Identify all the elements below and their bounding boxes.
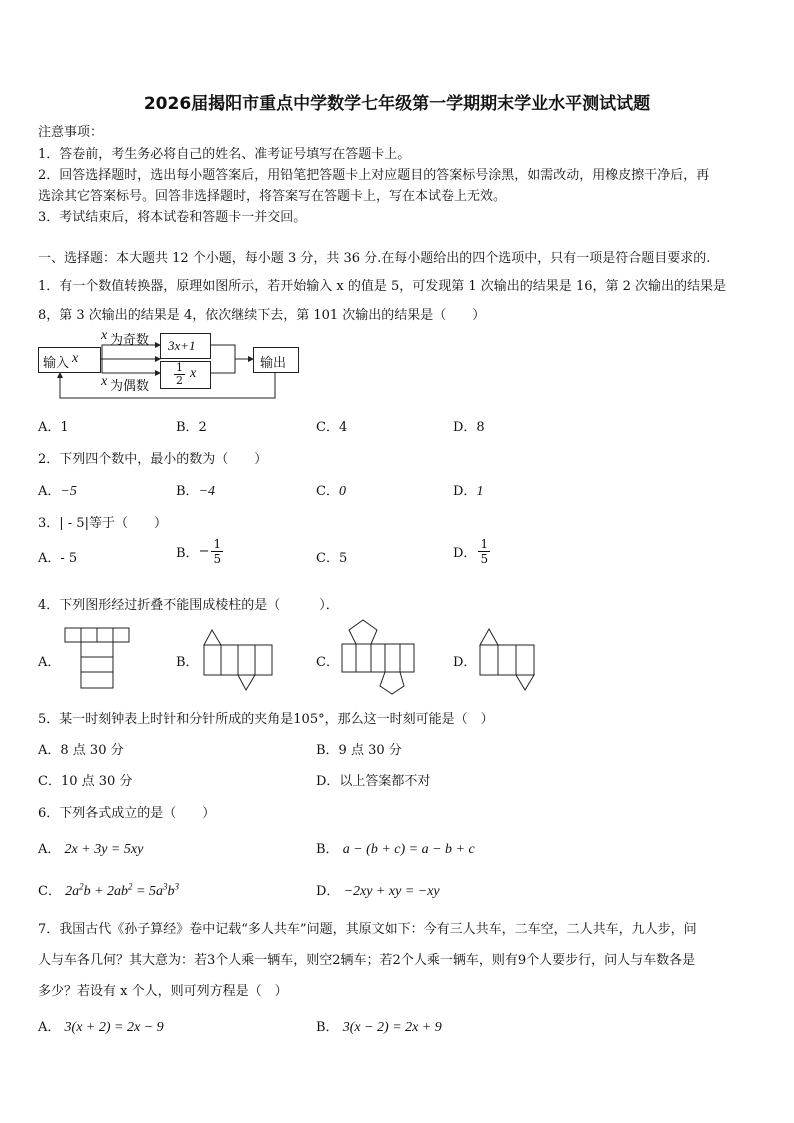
q2-value-a: −5 (60, 484, 77, 499)
q6-c-part4: b (167, 884, 175, 899)
q6-label-b: B． (316, 842, 339, 857)
q3-b-den: 5 (213, 552, 222, 566)
q3-b-num: 1 (213, 537, 222, 551)
q6-c-sup4: 3 (174, 881, 179, 892)
q4-label-d: D． (453, 655, 477, 670)
q6-expr-a: 2x + 3y = 5xy (64, 842, 144, 857)
q3-d-num: 1 (480, 537, 489, 551)
q7-option-b (316, 1016, 442, 1036)
notice-item-1: 1．答卷前，考生务必将自己的姓名、准考证号填写在答题卡上。 (38, 147, 411, 162)
output-label: 输出 (260, 356, 287, 371)
q3-label-d: D． (453, 546, 477, 561)
q6-expr-c (65, 881, 179, 899)
q7-label-b: B． (316, 1020, 339, 1035)
q3-value-c: 5 (338, 551, 348, 566)
q6-option-d (316, 880, 440, 900)
net-b (204, 630, 272, 690)
q7-label-a: A． (38, 1020, 61, 1035)
q1-option-c: C．4 (316, 420, 348, 435)
q2-value-b: −4 (198, 484, 216, 499)
q1-stem-line2: 8，第 3 次输出的结果是 4，依次继续下去，第 101 次输出的结果是（ ） (38, 308, 486, 323)
q2-label-a: A． (38, 484, 61, 499)
q1-option-b: B．2 (176, 420, 207, 435)
notice-item-3: 3．考试结束后，将本试卷和答题卡一并交回。 (38, 210, 307, 225)
q3-b-sign: − (198, 544, 210, 559)
q6-option-a (38, 838, 143, 858)
odd-expr: 3x+1 (168, 338, 196, 353)
q6-label-a: A． (38, 842, 61, 857)
q6-label-c: C． (38, 884, 61, 899)
q2-stem: 2．下列四个数中，最小的数为（ ） (38, 452, 268, 467)
even-condition: 为偶数 (110, 379, 150, 394)
q4-label-b: B． (176, 655, 199, 670)
q3-value-a: - 5 (60, 551, 78, 566)
q7-stem-line3: 多少？若设有 x 个人，则可列方程是（ ） (38, 984, 288, 999)
q6-c-sup1: 2 (79, 881, 84, 892)
input-label: 输入 (43, 356, 70, 371)
q2-label-b: B． (176, 484, 199, 499)
odd-condition: 为奇数 (110, 333, 150, 348)
net-d (480, 629, 534, 690)
q5-option-c: C．10 点 30 分 (38, 774, 133, 789)
q5-stem: 5．某一时刻钟表上时针和分针所成的夹角是105°，那么这一时刻可能是（ ） (38, 712, 494, 727)
q1-option-a: A．1 (38, 420, 69, 435)
q5-option-b: B．9 点 30 分 (316, 743, 402, 758)
even-var-label: x (101, 374, 108, 389)
q3-label-c: C． (316, 551, 339, 566)
q6-c-sup2: 2 (128, 881, 133, 892)
q6-label-d: D． (316, 884, 340, 899)
q6-c-part1: 2a (65, 884, 80, 899)
notice-item-2-cont: 选涂其它答案标号。回答非选择题时，将答案写在答题卡上，写在本试卷上无效。 (38, 189, 507, 204)
even-var: x (190, 366, 197, 381)
net-a (65, 628, 129, 688)
q2-label-d: D． (453, 484, 477, 499)
q5-option-a: A．8 点 30 分 (38, 743, 124, 758)
q6-stem: 6．下列各式成立的是（ ） (38, 806, 216, 821)
q4-label-a: A． (38, 655, 61, 670)
even-den: 2 (176, 374, 183, 387)
q7-option-a (38, 1016, 164, 1036)
q2-value-d: 1 (476, 484, 484, 499)
q6-c-sup3: 3 (163, 881, 168, 892)
q4-label-c: C． (316, 655, 339, 670)
q6-expr-b: a − (b + c) = a − b + c (342, 842, 475, 857)
net-c (342, 620, 414, 694)
q7-stem-line1: 7．我国古代《孙子算经》卷中记载“多人共车”问题，其原文如下：今有三人共车，二车空，二人共车，九人步，问 (38, 922, 697, 937)
q2-value-c: 0 (338, 484, 346, 499)
q3-d-den: 5 (480, 552, 489, 566)
q1-option-d: D．8 (453, 420, 485, 435)
q4-stem: 4．下列图形经过折叠不能围成棱柱的是（ ）． (38, 598, 339, 613)
notice-item-2: 2．回答选择题时，选出每小题答案后，用铅笔把答题卡上对应题目的答案标号涂黑，如需改动，用橡皮擦干净后，再 (38, 168, 710, 183)
q3-label-a: A． (38, 551, 61, 566)
q6-expr-d: −2xy + xy = −xy (343, 884, 440, 899)
q7-expr-a: 3(x + 2) = 2x − 9 (64, 1020, 164, 1035)
notice-heading: 注意事项： (38, 125, 104, 140)
q7-stem-line2: 人与车各几何？其大意为：若3个人乘一辆车，则空2辆车；若2个人乘一辆车，则有9个人要步行，问人与车数各是 (38, 953, 696, 968)
odd-var: x (101, 328, 108, 343)
q6-option-c (38, 880, 179, 900)
section-heading: 一、选择题：本大题共 12 个小题，每小题 3 分，共 36 分.在每小题给出的四个选项中，只有一项是符合题目要求的. (38, 251, 711, 266)
q7-expr-b: 3(x − 2) = 2x + 9 (342, 1020, 442, 1035)
even-num: 1 (176, 361, 183, 374)
q2-label-c: C． (316, 484, 339, 499)
q6-option-b (316, 838, 475, 858)
q5-option-d: D．以上答案都不对 (316, 774, 431, 789)
q1-stem-line1: 1．有一个数值转换器，原理如图所示，若开始输入 x 的值是 5，可发现第 1 次输出的结果是 16，第 2 次输出的结果是 (38, 279, 727, 294)
page-title: 2026届揭阳市重点中学数学七年级第一学期期末学业水平测试试题 (143, 94, 651, 114)
q6-c-part3: = 5a (132, 884, 163, 899)
q3-stem: 3．| - 5|等于（ ） (38, 516, 167, 531)
q6-c-part2: b + 2ab (83, 884, 129, 899)
q3-label-b: B． (176, 546, 199, 561)
input-var: x (72, 351, 79, 366)
